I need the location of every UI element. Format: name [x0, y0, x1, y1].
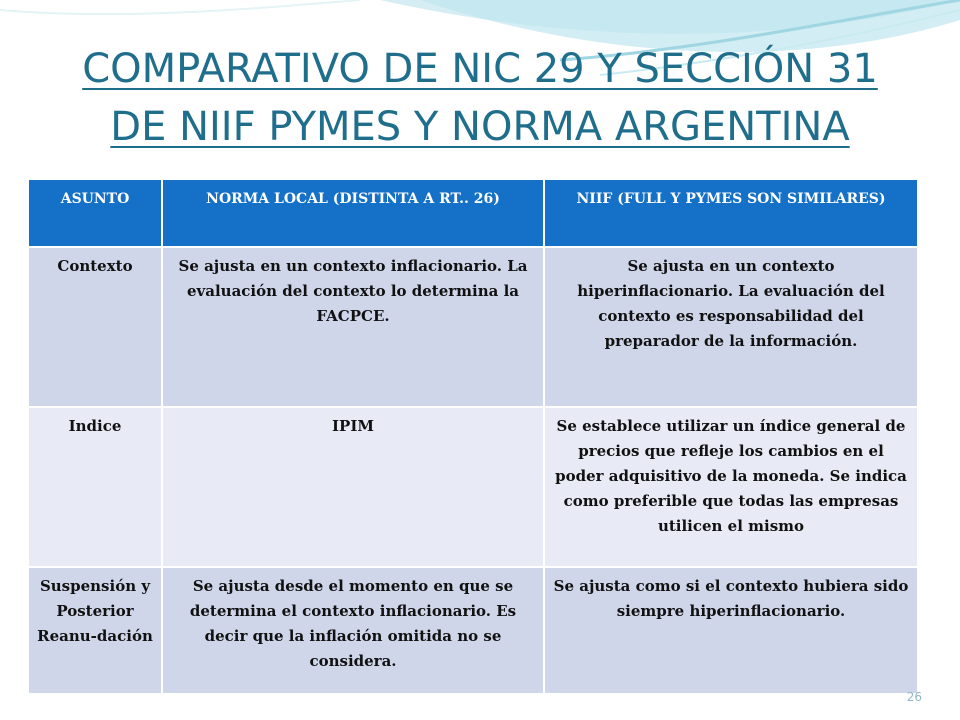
title-line-2: DE NIIF PYMES Y NORMA ARGENTINA — [110, 104, 850, 150]
cell-niif: Se establece utilizar un índice general de precios que refleje los cambios en el poder adquisitivo de la moneda. Se indica como preferible que todas las empresas utilicen el mismo — [544, 407, 918, 567]
cell-niif: Se ajusta en un contexto hiperinflacionario. La evaluación del contexto es responsabilidad del preparador de la información. — [544, 247, 918, 407]
table-header-row — [28, 179, 918, 247]
slide-title — [40, 40, 920, 156]
table-row-suspension — [28, 567, 918, 694]
cell-topic: Suspensión y Posterior Reanu-dación — [28, 567, 162, 694]
cell-niif: Se ajusta como si el contexto hubiera sido siempre hiperinflacionario. — [544, 567, 918, 694]
header-niif: NIIF (FULL Y PYMES SON SIMILARES) — [544, 179, 918, 247]
cell-local: Se ajusta desde el momento en que se determina el contexto inflacionario. Es decir que la inflación omitida no se considera. — [162, 567, 544, 694]
title-line-1: COMPARATIVO DE NIC 29 Y SECCIÓN 31 — [82, 46, 878, 92]
cell-local: Se ajusta en un contexto inflacionario. La evaluación del contexto lo determina la FACPCE. — [162, 247, 544, 407]
table-row-indice — [28, 407, 918, 567]
cell-topic: Contexto — [28, 247, 162, 407]
cell-local: IPIM — [162, 407, 544, 567]
header-asunto: ASUNTO — [28, 179, 162, 247]
table-row-contexto — [28, 247, 918, 407]
header-norma-local: NORMA LOCAL (DISTINTA A RT.. 26) — [162, 179, 544, 247]
comparison-table — [27, 178, 919, 695]
cell-topic: Indice — [28, 407, 162, 567]
page-number: 26 — [906, 690, 922, 704]
